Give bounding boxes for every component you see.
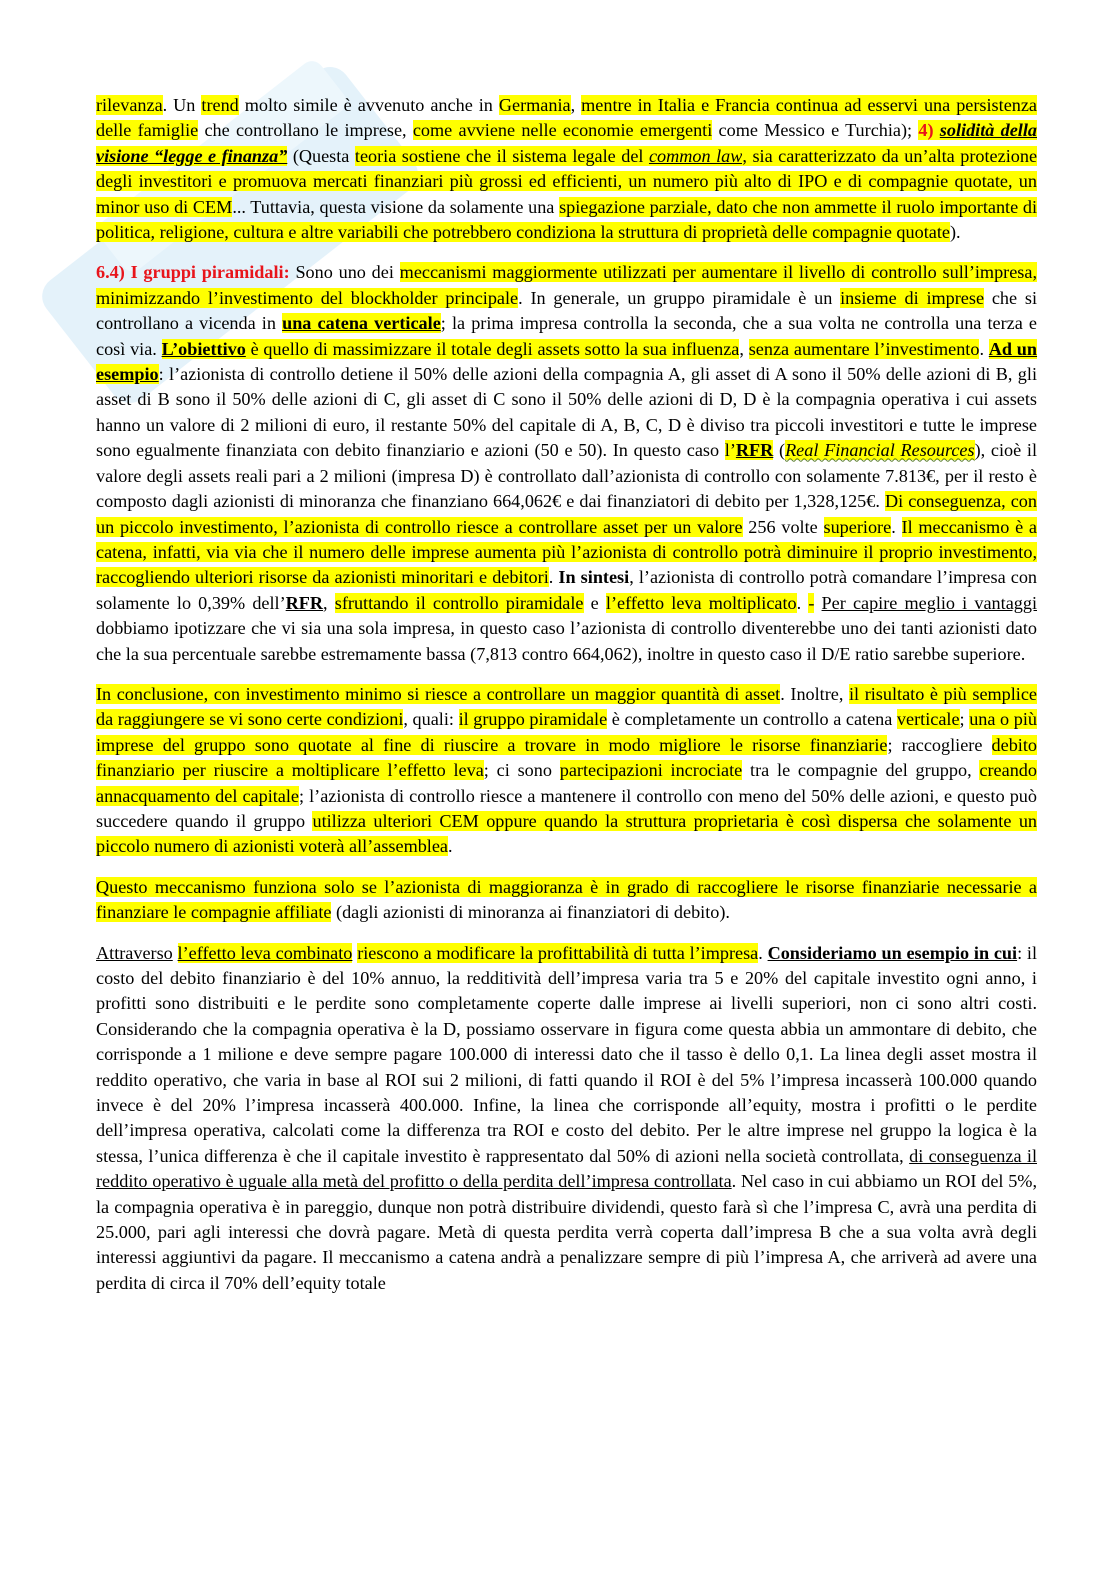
text-span: che controllano le imprese, [198,120,413,141]
text-span: sfruttando il controllo piramidale [334,592,584,613]
text-span: Germania [498,95,571,115]
text-span: ( [773,440,786,461]
text-span: , [570,95,582,115]
text-span: ; [959,709,970,730]
text-span: - [808,592,815,613]
text-span: Di conseguenza, con un piccolo investimento, l’azionista di controllo riesce a controllare asset per un valore [96,491,1037,537]
text-span: RFR [735,440,774,461]
text-span: . [758,942,768,963]
text-span: teoria sostiene che il sistema legale del [354,145,649,166]
text-span: meccanismi maggiormente utilizzati per aumentare il livello di controllo sull’impresa, minimizzando l’investimento del blockholder principale [96,262,1037,308]
text-span: In sintesi [558,567,630,588]
text-span: : il costo del debito finanziario è del 10% annuo, la redditività dell’impresa varia tra 5 e 20% del capitale investito ogni anno, i profitti sono distribuiti e le perdite sono completamente coperte dalle imprese ai livelli superiori, non ci sono altri costi. Considerando che la compagnia operativa è la D, possiamo osservare in figura come questa abbia un ammontare di debito, che corrisponde a 1 milione e deve sempre pagare 100.000 di interessi dato che il tasso è dello 0,1. La linea degli asset mostra il reddito operativo, che varia in base al ROI sui 2 milioni, di fatti quando il ROI è del 5% l’impresa incasserà 100.000 quando invece è del 20% l’impresa incasserà 400.000. Infine, la linea che corrisponde all’equity, mostra i profitti o le perdite dell’impresa operativa, calcolati come la differenza tra ROI e costo del debito. Per le altre imprese nel gruppo la logica è la stessa, l’unica differenza è che il capitale investito è rappresentato dal 50% di azioni nella società controllata, [96,942,1038,1166]
text-span: come Messico e Turchia); [712,120,919,141]
text-span: molto simile è avvenuto anche in [238,95,499,115]
text-span: utilizza ulteriori CEM oppure quando la struttura proprietaria è così dispersa che solamente un piccolo numero di azionisti voterà all’assemblea [96,810,1038,857]
text-span: è quello di massimizzare il totale degli assets sotto la sua influenza [245,338,740,359]
text-span: . Nel caso in cui abbiamo un ROI del 5%, la compagnia operativa è in pareggio, dunque non potrà distribuire dividendi, questo farà sì che l’impresa C, avrà una perdita di 25.000, pari agli interessi che dovrà pagare. Metà di questa perdita verrà coperta dall’impresa B che a sua volta avrà degli interessi aggiuntivi da pagare. Il meccanismo a catena andrà a penalizzare sempre di più l’impresa A, che arriverà ad avere una perdita di circa il 70% dell’equity totale [96,1171,1037,1293]
text-span: spiegazione parziale, dato che non ammette il ruolo importante di politica, religione, cultura e altre variabili che potrebbero condiziona la struttura di proprietà delle compagnie quotate [96,196,1038,243]
text-span: In conclusione, con investimento minimo si riesce a controllare un maggior quantità di asset [96,683,781,704]
paragraph-4 [96,875,1037,926]
text-span [814,593,821,613]
text-span: . Un [162,95,202,115]
text-span: , sia caratterizzato da un’alta protezione degli investitori e promuova mercati finanziari più grossi ed efficienti, un numero più alto di IPO e di compagnie quotate, un minor uso di CEM [96,145,1038,217]
text-span: , [323,592,335,613]
text-span: l’effetto leva moltiplicato [605,592,797,613]
list-number: 4) [918,120,940,141]
text-span: RFR [285,592,324,613]
text-span: Real Financial Resources [785,440,975,461]
text-span: che si controllano a vicenda in [96,287,1038,334]
text-span: . [891,516,902,537]
text-span: ) [974,440,981,461]
text-span: ; la prima impresa controlla la seconda, che a sua volta ne controlla una terza e così via. [96,313,1037,359]
text-span: , l’azionista di controllo potrà comandare l’impresa con solamente lo 0,39% dell’ [96,567,1038,613]
text-span: riescono a modificare la profittabilità di tutta l’impresa [357,942,759,963]
text-span: L’obiettivo [161,338,246,359]
text-span: common law [648,145,743,166]
text-span: di conseguenza il reddito operativo è uguale alla metà del profitto o della perdita dell’impresa controllata [96,1145,1037,1192]
text-span: Sono uno dei [289,262,400,283]
paragraph-3 [96,682,1037,860]
section-heading: 6.4) I gruppi piramidali: [96,262,290,283]
text-span: solidità della visione “legge e finanza” [96,120,1037,166]
text-span: superiore [823,516,892,537]
text-span: il risultato è più semplice da raggiungere se vi sono certe condizioni [96,683,1038,730]
paragraph-2 [96,260,1037,667]
text-span: : l’azionista di controllo detiene il 50% delle azioni della compagnia A, gli asset di A sono il 50% delle azioni di B, gli asset di B sono il 50% delle azioni di C, gli asset di C sono il 50% delle azioni di D, D è la compagnia operativa i cui assets hanno un valore di 2 milioni di euro, il restante 50% del capitale di A, B, C, D è diviso tra piccoli investitori e tutte le imprese sono egualmente finanziata con debito finanziario e azioni (50 e 50). In questo caso [96,364,1037,461]
text-span: l’effetto leva combinato [177,942,353,963]
text-span: una catena verticale [282,313,441,334]
text-span: come avviene nelle economie emergenti [412,120,713,141]
text-span: (Questa [287,145,355,166]
text-span: Questo meccanismo funziona solo se l’azionista di maggioranza è in grado di raccogliere le risorse finanziarie necessarie a finanziare le compagnie affiliate [96,876,1037,923]
text-span: e [583,592,606,613]
text-span: è completamente un controllo a catena [607,709,897,730]
text-span: ... Tuttavia, questa visione da solamente una [232,196,560,217]
text-span: . [796,592,809,613]
document-body [96,93,1037,1311]
text-span: , quali: [403,709,459,730]
text-span: . [979,338,989,359]
text-span: ; raccogliere [887,734,992,755]
text-span: Attraverso [96,942,173,963]
text-span: . Inoltre, [780,683,849,704]
text-span: dobbiamo ipotizzare che vi sia una sola impresa, in questo caso l’azionista di controllo diventerebbe uno dei tanti azionisti dato che la sua percentuale sarebbe estremamente bassa (7,813 contro 664,062), inoltre in questo caso il D/E ratio sarebbe superiore. [96,618,1037,664]
text-span: senza aumentare l’investimento [748,338,980,359]
text-span: tra le compagnie del gruppo, [742,760,980,781]
text-span: ). [949,222,961,243]
text-span: Consideriamo un esempio in cui [767,942,1018,963]
text-span: , cioè il valore degli assets reali pari a 2 milioni (impresa D) è controllato dall’azionista di controllo con solamente 7.813€, per il resto è composto dagli azionisti di minoranza che finanziano 664,062€ e dai finanziatori di debito per 1,328,125€. [96,440,1038,512]
text-span: (dagli azionisti di minoranza ai finanziatori di debito). [331,902,730,923]
text-span: 256 volte [742,516,824,537]
text-span: una o più imprese del gruppo sono quotate al fine di riuscire a trovare in modo migliore le risorse finanziarie [96,709,1037,755]
text-span: mentre in Italia e Francia continua ad esservi una persistenza delle famiglie [96,95,1038,141]
text-span: partecipazioni incrociate [559,760,743,781]
text-span: Il meccanismo è a catena, infatti, via via che il numero delle imprese aumenta più l’azionista di controllo potrà diminuire il proprio investimento, raccogliendo ulteriori risorse da azionisti minoritari e debitori [96,516,1037,588]
text-span: il gruppo piramidale [458,709,608,730]
text-span: Per capire meglio i vantaggi [821,592,1038,613]
text-span: ; ci sono [483,760,560,781]
text-span: insieme di imprese [840,287,985,308]
paragraph-5 [96,941,1037,1297]
text-span: . [548,567,559,588]
text-span [173,943,178,963]
text-span: . [448,836,453,857]
text-span: ; l’azionista di controllo riesce a mantenere il controllo con meno del 50% delle azioni, e questo può succedere quando il gruppo [96,785,1037,831]
text-span: Ad un esempio [96,338,1038,385]
paragraph-1 [96,93,1037,245]
text-span: . In generale, un gruppo piramidale è un [518,287,841,308]
text-span: rilevanza [96,95,163,115]
text-span: , [739,338,749,359]
text-span: l’ [724,440,736,461]
text-span: verticale [896,709,960,730]
text-span: creando annacquamento del capitale [96,760,1037,806]
text-span: debito finanziario per riuscire a moltiplicare l’effetto leva [96,734,1037,781]
text-span: trend [201,95,239,115]
